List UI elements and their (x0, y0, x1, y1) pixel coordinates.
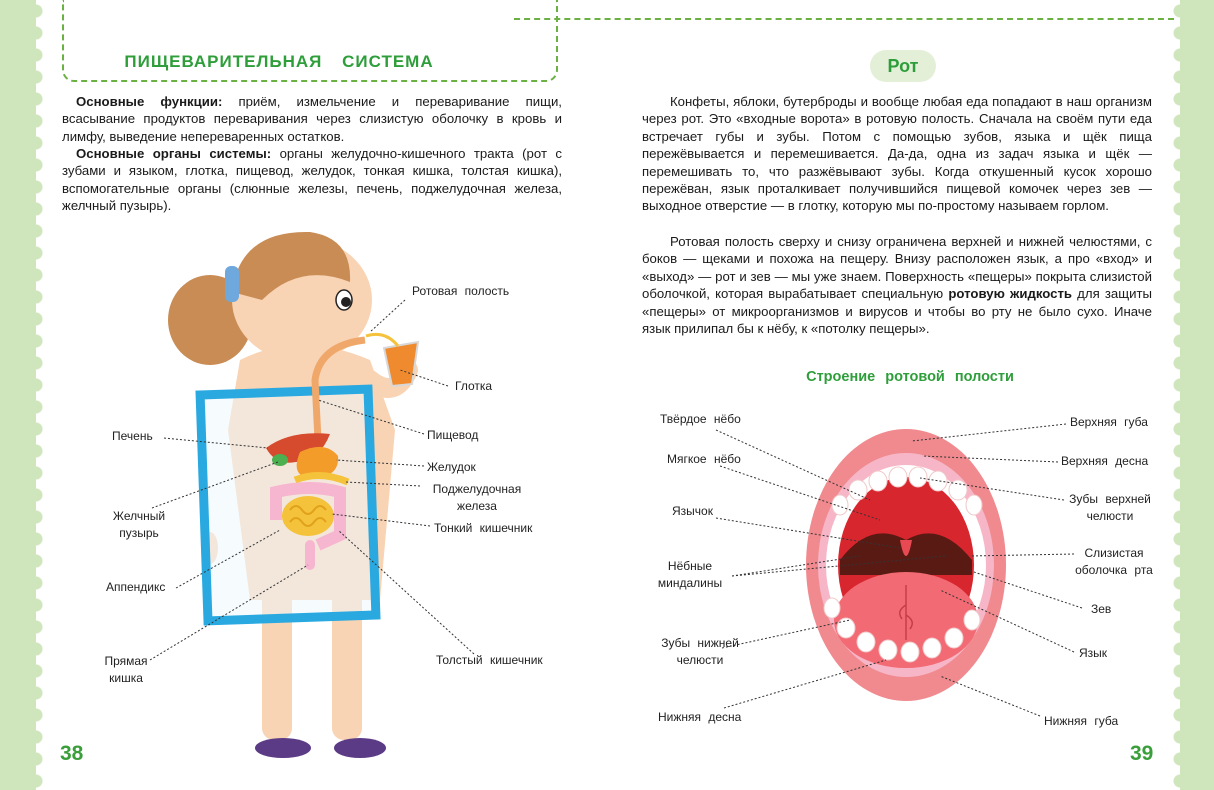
label-upper-lip: Верхняя губа (1070, 415, 1148, 429)
page-number-right: 39 (1130, 742, 1154, 765)
label-upper-teeth-line1: Зубы верхней (1069, 492, 1151, 506)
label-rectum-line2: кишка (109, 671, 143, 685)
label-gallbladder-line1: Желчный (112, 509, 166, 523)
organs-label: Основные органы системы: (76, 146, 272, 161)
label-tongue: Язык (1079, 646, 1108, 660)
label-lower-lip: Нижняя губа (1044, 714, 1119, 728)
label-lower-gum: Нижняя десна (658, 710, 742, 724)
label-pancreas-line2: железа (457, 499, 497, 513)
label-mucosa-line1: Слизистая (1084, 546, 1144, 560)
label-esophagus: Пищевод (427, 428, 479, 442)
label-tonsils-line1: Нёбные (667, 559, 713, 573)
label-mouth: Ротовая полость (412, 284, 510, 298)
label-upper-teeth (1060, 491, 1160, 525)
paragraph-2-start: Ротовая полость сверху и снизу ограничена верхней и нижней челюстями, с боков — щеками и похожа на пещеру. Внизу расположен язык, а про «вход» и «выход» — рот и зев — мы уже знаем. Поверхность «пещеры» покрыта слизистой оболочкой, которая вырабатывает специальную (642, 234, 1152, 302)
functions-label: Основные функции: (76, 94, 223, 109)
label-lower-teeth-line1: Зубы нижней (661, 636, 739, 650)
mouth-paragraph-1: Конфеты, яблоки, бутерброды и вообще любая еда попадают в наш организм через рот. Это «входные ворота» в ротовую полость. Сначала на своём пути еда встречает губы и зубы. Потом с помощью зубов, языка и щёк пища пережёвывается и перемешивается. Да-да, одна из задач языка и щёк — перемешивать то, что разжёвывают зубы. Когда откушенный кусок хорошо пережёван, язык проталкивает получившийся пищевой комочек через зев — выходное отверстие — в глотку, которую мы по-простому называем горлом. (642, 94, 1152, 214)
paragraph-2-end: для защиты «пещеры» от микроорганизмов и вирусов и чтобы во рту не было сухо. Иначе язык прилипал бы к нёбу, к «потолку пещеры». (642, 286, 1152, 337)
label-gallbladder-line2: пузырь (119, 526, 159, 540)
label-soft-palate: Мягкое нёбо (667, 452, 741, 466)
label-upper-gum: Верхняя десна (1061, 454, 1149, 468)
label-pancreas-line1: Поджелудочная (432, 482, 522, 496)
label-rectum-line1: Прямая (104, 654, 148, 668)
label-tonsils (650, 558, 730, 592)
mouth-section-pill: Рот (870, 50, 936, 82)
label-mucosa-line2: оболочка рта (1075, 563, 1153, 577)
label-stomach: Желудок (427, 460, 476, 474)
label-fauces: Зев (1091, 602, 1112, 616)
functions-text: приём, измельчение и переваривание пищи, всасывание продуктов переваривания через слизистую оболочку в кровь и лимфу, выведение непереваренных остатков. (62, 94, 562, 144)
paragraph-2-bold: ротовую жидкость (948, 286, 1073, 302)
label-lower-teeth-line2: челюсти (676, 653, 724, 667)
page-number-left: 38 (60, 742, 84, 765)
label-hard-palate: Твёрдое нёбо (660, 412, 741, 426)
label-small-intestine: Тонкий кишечник (434, 521, 533, 535)
label-upper-teeth-line2: челюсти (1086, 509, 1134, 523)
label-liver: Печень (112, 429, 153, 443)
label-appendix: Аппендикс (106, 580, 166, 594)
section-title: ПИЩЕВАРИТЕЛЬНАЯ СИСТЕМА (124, 52, 434, 71)
diagram-title: Строение ротовой полости (806, 369, 1014, 385)
label-mucosa (1064, 545, 1164, 579)
label-pharynx: Глотка (455, 379, 493, 393)
label-lower-teeth (650, 635, 750, 669)
label-tonsils-line2: миндалины (657, 576, 723, 590)
label-uvula: Язычок (672, 504, 713, 518)
label-large-intestine: Толстый кишечник (436, 653, 543, 667)
organs-text: органы желудочно-кишечного тракта (рот с зубами и языком, глотка, пищевод, желудок, тонкая кишка, толстая кишка), вспомогательные органы (слюнные железы, печень, поджелудочная железа, желчный пузырь). (62, 146, 563, 214)
